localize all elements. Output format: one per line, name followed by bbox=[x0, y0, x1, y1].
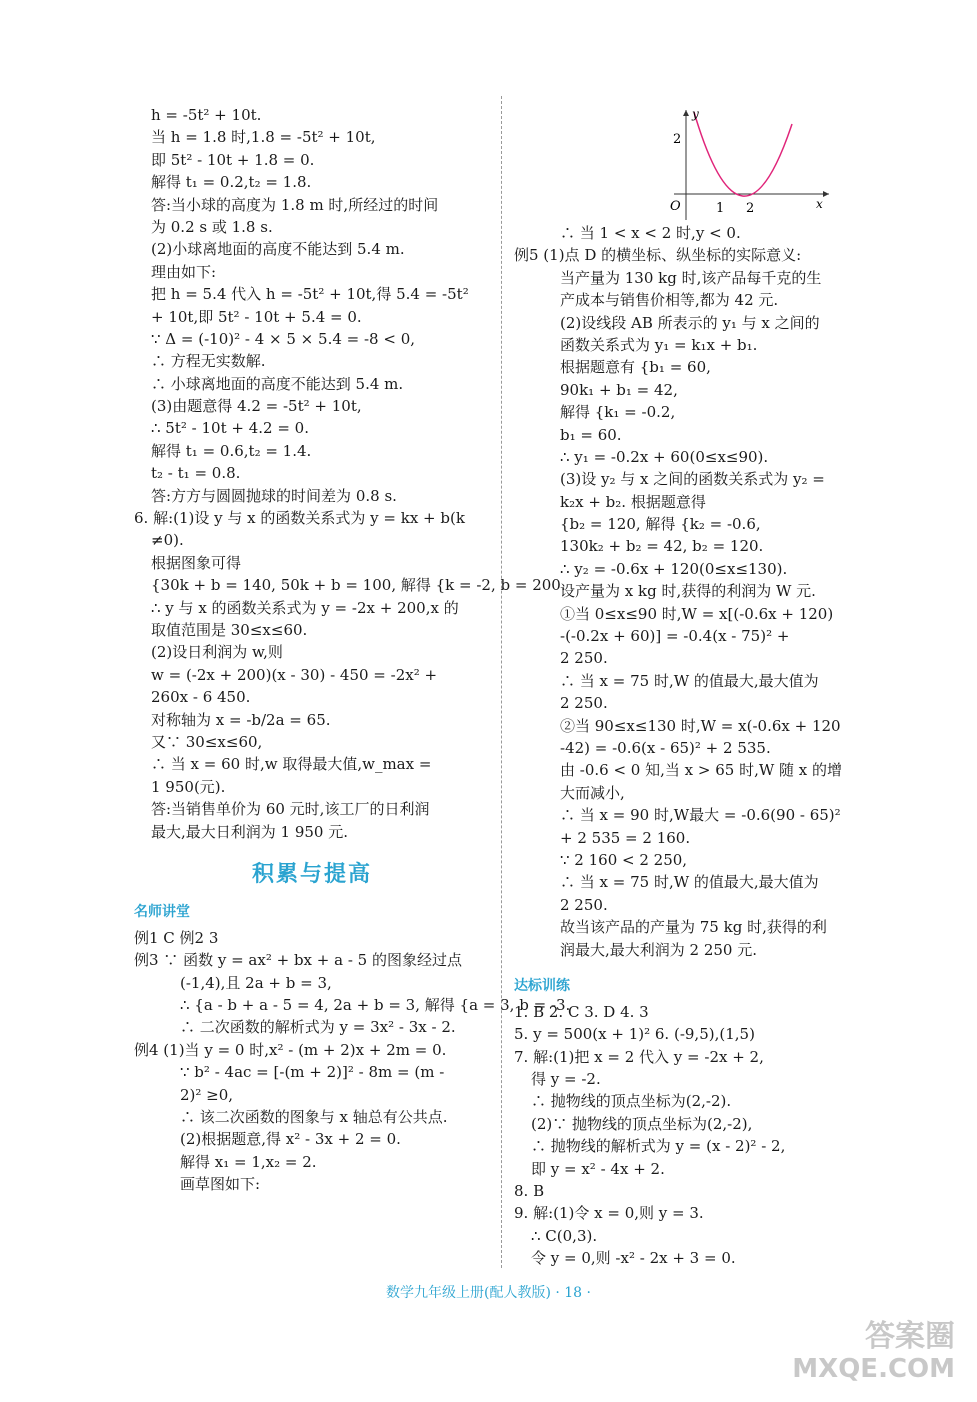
page-footer: 数学九年级上册(配人教版) · 18 · bbox=[386, 1285, 591, 1301]
text-line: ∴ {a - b + a - 5 = 4, 2a + b = 3, 解得 {a = 3, b = -3. bbox=[180, 996, 571, 1015]
text-line: 画草图如下: bbox=[180, 1175, 261, 1194]
subsection-title-teacher: 名师讲堂 bbox=[134, 903, 190, 920]
text-line: 例1 C 例2 3 bbox=[134, 928, 219, 947]
text-line: ∴ 二次函数的解析式为 y = 3x² - 3x - 2. bbox=[180, 1018, 456, 1037]
text-line: ∴ 抛物线的解析式为 y = (x - 2)² - 2, bbox=[531, 1137, 786, 1156]
solution-block-5 bbox=[134, 104, 490, 507]
text-line: b₁ = 60. bbox=[560, 425, 622, 444]
text-line: 6. 解:(1)设 y 与 x 的函数关系式为 y = kx + b(k bbox=[134, 509, 465, 528]
text-line: 9. 解:(1)令 x = 0,则 y = 3. bbox=[514, 1204, 704, 1223]
text-line: ∵ 2 160 < 2 250, bbox=[560, 850, 688, 869]
text-line: 例4 (1)当 y = 0 时,x² - (m + 2)x + 2m = 0. bbox=[134, 1040, 447, 1059]
text-line: 2 250. bbox=[560, 694, 608, 713]
y-tick-label: 2 bbox=[673, 132, 682, 147]
text-line: 又∵ 30≤x≤60, bbox=[151, 732, 263, 751]
solution-block-6 bbox=[134, 507, 566, 843]
text-line: 例3 ∵ 函数 y = ax² + bx + a - 5 的图象经过点 bbox=[134, 951, 462, 970]
x-axis-arrow bbox=[823, 191, 829, 197]
text-line: ≠0). bbox=[151, 531, 184, 550]
text-line: ∴ C(0,3). bbox=[531, 1226, 598, 1245]
text-line: 解得 {k₁ = -0.2, bbox=[560, 403, 676, 422]
text-line: {30k + b = 140, 50k + b = 100, 解得 {k = -2, b = 200. bbox=[151, 576, 566, 595]
origin-label: O bbox=[670, 199, 681, 214]
text-line: 解得 t₁ = 0.2,t₂ = 1.8. bbox=[151, 173, 312, 192]
text-line: 理由如下: bbox=[151, 262, 217, 281]
text-line: ∴ y₂ = -0.6x + 120(0≤x≤130). bbox=[560, 559, 788, 578]
y-axis-arrow bbox=[683, 110, 689, 116]
text-line: 故当该产品的产量为 75 kg 时,获得的利 bbox=[560, 918, 827, 937]
text-line: 函数关系式为 y₁ = k₁x + b₁. bbox=[560, 335, 758, 354]
text-line: 即 5t² - 10t + 1.8 = 0. bbox=[151, 150, 315, 169]
text-line: 5. y = 500(x + 1)² 6. (-9,5),(1,5) bbox=[514, 1025, 755, 1044]
text-line: 对称轴为 x = -b/2a = 65. bbox=[151, 710, 331, 729]
text-line: ∴ 方程无实数解. bbox=[151, 352, 266, 371]
text-line: 大而减小, bbox=[560, 783, 625, 802]
column-divider bbox=[501, 96, 502, 1268]
text-line: {b₂ = 120, 解得 {k₂ = -0.6, bbox=[560, 515, 761, 534]
watermark-line-1: 答案圈 bbox=[865, 1319, 955, 1354]
text-line: ∵ Δ = (-10)² - 4 × 5 × 5.4 = -8 < 0, bbox=[151, 329, 416, 348]
text-line: 取值范围是 30≤x≤60. bbox=[151, 620, 308, 639]
watermark-logo bbox=[792, 1320, 955, 1384]
text-line: ∴ y 与 x 的函数关系式为 y = -2x + 200,x 的 bbox=[151, 598, 459, 617]
text-line: 润最大,最大利润为 2 250 元. bbox=[560, 940, 758, 959]
x-axis-label: x bbox=[816, 197, 823, 211]
text-line: 答:当小球的高度为 1.8 m 时,所经过的时间 bbox=[151, 195, 439, 214]
text-line: 2 250. bbox=[560, 895, 608, 914]
text-line: (-1,4),且 2a + b = 3, bbox=[180, 973, 332, 992]
text-line: t₂ - t₁ = 0.8. bbox=[151, 464, 241, 483]
y-axis-label: y bbox=[692, 107, 699, 121]
parabola-graph bbox=[664, 104, 834, 222]
subsection-title-practice: 达标训练 bbox=[514, 977, 570, 994]
text-line: 产成本与销售价相等,都为 42 元. bbox=[560, 291, 779, 310]
text-line: 90k₁ + b₁ = 42, bbox=[560, 380, 678, 399]
section-title: 积累与提高 bbox=[251, 861, 372, 887]
text-line: + 2 535 = 2 160. bbox=[560, 828, 691, 847]
text-line: 2 250. bbox=[560, 649, 608, 668]
text-line: 即 y = x² - 4x + 2. bbox=[531, 1159, 665, 1178]
parabola-sketch bbox=[514, 104, 870, 222]
text-line: ∴ 抛物线的顶点坐标为(2,-2). bbox=[531, 1092, 732, 1111]
practice-answers-block bbox=[514, 1001, 870, 1270]
text-line: (2)设线段 AB 所表示的 y₁ 与 x 之间的 bbox=[560, 313, 820, 332]
text-line: 260x - 6 450. bbox=[151, 688, 251, 707]
text-line: ∴ 当 x = 90 时,W最大 = -0.6(90 - 65)² bbox=[560, 806, 841, 825]
text-line: 把 h = 5.4 代入 h = -5t² + 10t,得 5.4 = -5t² bbox=[151, 285, 469, 304]
text-line: 解得 x₁ = 1,x₂ = 2. bbox=[180, 1152, 317, 1171]
text-line: 当产量为 130 kg 时,该产品每千克的生 bbox=[560, 268, 822, 287]
text-line: ①当 0≤x≤90 时,W = x[(-0.6x + 120) bbox=[560, 604, 834, 623]
text-line: 根据题意有 {b₁ = 60, bbox=[560, 358, 711, 377]
text-line: 130k₂ + b₂ = 42, b₂ = 120. bbox=[560, 537, 764, 556]
text-line: 答:方方与圆圆抛球的时间差为 0.8 s. bbox=[151, 486, 397, 505]
text-line: ②当 90≤x≤130 时,W = x(-0.6x + 120 bbox=[560, 716, 841, 735]
x-tick-label-2: 2 bbox=[746, 201, 755, 216]
text-line: (3)设 y₂ 与 x 之间的函数关系式为 y₂ = bbox=[560, 470, 825, 489]
text-line: ∴ 当 1 < x < 2 时,y < 0. bbox=[560, 224, 741, 242]
parabola-curve bbox=[694, 112, 792, 196]
right-column bbox=[514, 104, 870, 1270]
text-line: w = (-2x + 200)(x - 30) - 450 = -2x² + bbox=[151, 665, 438, 684]
x-tick-label-1: 1 bbox=[716, 201, 725, 216]
text-line: 根据图象可得 bbox=[151, 553, 242, 572]
text-line: ∴ 当 x = 60 时,w 取得最大值,w_max = bbox=[151, 755, 432, 774]
text-line: 为 0.2 s 或 1.8 s. bbox=[151, 217, 273, 236]
text-line: h = -5t² + 10t. bbox=[151, 106, 262, 124]
text-line: ∴ 该二次函数的图象与 x 轴总有公共点. bbox=[180, 1108, 448, 1127]
text-line: ∴ y₁ = -0.2x + 60(0≤x≤90). bbox=[560, 447, 769, 466]
text-line: ∵ b² - 4ac = [-(m + 2)]² - 8m = (m - bbox=[180, 1063, 445, 1082]
text-line: 令 y = 0,则 -x² - 2x + 3 = 0. bbox=[531, 1249, 736, 1268]
text-line: 例5 (1)点 D 的横坐标、纵坐标的实际意义: bbox=[514, 246, 802, 265]
text-line: (3)由题意得 4.2 = -5t² + 10t, bbox=[151, 397, 362, 416]
text-line: ∴ 5t² - 10t + 4.2 = 0. bbox=[151, 419, 309, 438]
text-line: 当 h = 1.8 时,1.8 = -5t² + 10t, bbox=[151, 128, 376, 147]
text-line: 2)² ≥0, bbox=[180, 1085, 234, 1104]
text-line: k₂x + b₂. 根据题意得 bbox=[560, 492, 706, 511]
text-line: ∴ 小球离地面的高度不能达到 5.4 m. bbox=[151, 374, 404, 393]
text-line: 1. B 2. C 3. D 4. 3 bbox=[514, 1002, 649, 1021]
watermark-line-2: MXQE.COM bbox=[792, 1354, 955, 1384]
text-line: (2)根据题意,得 x² - 3x + 2 = 0. bbox=[180, 1130, 401, 1149]
text-line: 设产量为 x kg 时,获得的利润为 W 元. bbox=[560, 582, 816, 601]
text-line: -42) = -0.6(x - 65)² + 2 535. bbox=[560, 738, 771, 757]
text-line: ∴ 当 x = 75 时,W 的值最大,最大值为 bbox=[560, 873, 819, 892]
text-line: 8. B bbox=[514, 1182, 545, 1201]
text-line: (2)设日利润为 w,则 bbox=[151, 643, 283, 662]
text-line: 得 y = -2. bbox=[531, 1070, 601, 1089]
text-line: ∴ 当 x = 75 时,W 的值最大,最大值为 bbox=[560, 671, 819, 690]
text-line: -(-0.2x + 60)] = -0.4(x - 75)² + bbox=[560, 627, 790, 646]
text-line: 1 950(元). bbox=[151, 777, 226, 796]
text-line: 由 -0.6 < 0 知,当 x > 65 时,W 随 x 的增 bbox=[560, 761, 843, 780]
text-line: (2)∵ 抛物线的顶点坐标为(2,-2), bbox=[531, 1114, 753, 1133]
text-line: (2)小球离地面的高度不能达到 5.4 m. bbox=[151, 240, 405, 259]
text-line: 7. 解:(1)把 x = 2 代入 y = -2x + 2, bbox=[514, 1047, 764, 1066]
text-line: 答:当销售单价为 60 元时,该工厂的日利润 bbox=[151, 800, 430, 819]
text-line: 解得 t₁ = 0.6,t₂ = 1.4. bbox=[151, 441, 312, 460]
example-5-block bbox=[514, 222, 870, 961]
text-line: 最大,最大日利润为 1 950 元. bbox=[151, 822, 349, 841]
text-line: + 10t,即 5t² - 10t + 5.4 = 0. bbox=[151, 307, 362, 326]
